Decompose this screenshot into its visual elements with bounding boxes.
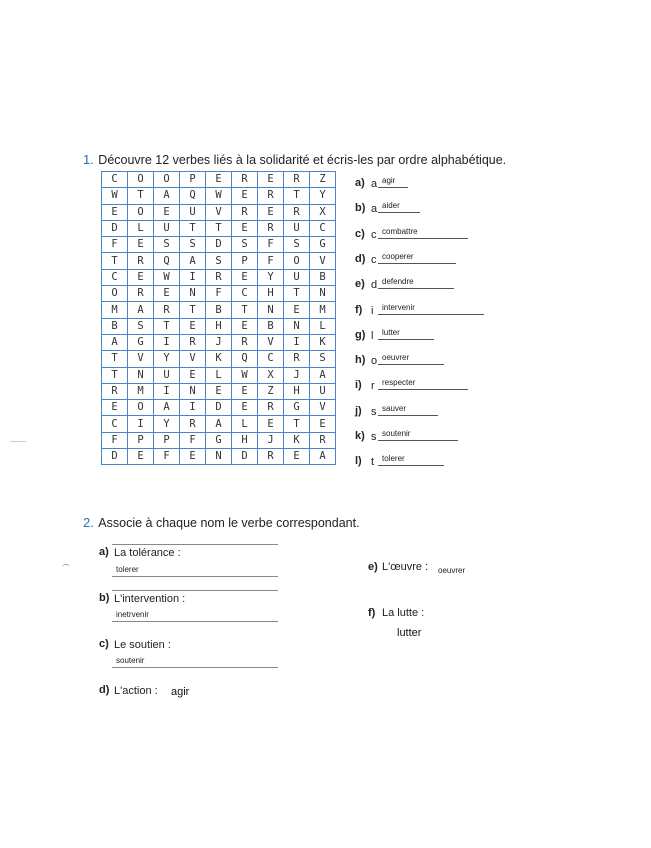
answer-line (378, 339, 434, 340)
grid-cell[interactable]: G (128, 334, 154, 350)
grid-cell[interactable]: O (284, 253, 310, 269)
answer-text[interactable]: sauver (382, 403, 407, 413)
grid-cell[interactable]: O (128, 172, 154, 188)
grid-cell[interactable]: E (232, 400, 258, 416)
grid-cell[interactable]: Q (180, 188, 206, 204)
grid-cell[interactable]: S (154, 237, 180, 253)
grid-cell[interactable]: Y (154, 351, 180, 367)
grid-row (102, 318, 336, 334)
grid-cell[interactable]: F (180, 432, 206, 448)
answer-first-letter: c (371, 253, 377, 266)
answer-line (378, 212, 420, 213)
answer-first-letter: c (371, 228, 377, 241)
grid-row (102, 383, 336, 399)
grid-cell[interactable]: V (180, 351, 206, 367)
grid-cell[interactable]: V (128, 351, 154, 367)
grid-cell[interactable]: N (128, 367, 154, 383)
grid-row (102, 220, 336, 236)
grid-cell[interactable]: N (284, 318, 310, 334)
grid-cell[interactable]: G (206, 432, 232, 448)
grid-cell[interactable]: N (180, 383, 206, 399)
grid-cell[interactable]: E (232, 188, 258, 204)
grid-cell[interactable]: I (284, 334, 310, 350)
grid-cell[interactable]: Q (232, 351, 258, 367)
grid-row (102, 367, 336, 383)
grid-cell[interactable]: A (310, 367, 336, 383)
grid-cell[interactable]: C (310, 220, 336, 236)
grid-cell[interactable]: T (232, 302, 258, 318)
grid-cell[interactable]: R (128, 253, 154, 269)
scan-mark (62, 564, 70, 571)
grid-cell[interactable]: R (232, 334, 258, 350)
grid-cell[interactable]: E (128, 237, 154, 253)
grid-cell[interactable]: K (310, 334, 336, 350)
ex2-label-a: a) (99, 546, 109, 558)
grid-cell[interactable]: E (232, 220, 258, 236)
grid-cell[interactable]: T (102, 253, 128, 269)
grid-cell[interactable]: L (128, 220, 154, 236)
grid-cell[interactable]: R (154, 302, 180, 318)
grid-cell[interactable]: S (310, 351, 336, 367)
grid-cell[interactable]: E (284, 449, 310, 465)
grid-cell[interactable]: R (128, 286, 154, 302)
grid-cell[interactable]: N (310, 286, 336, 302)
grid-cell[interactable]: U (154, 367, 180, 383)
answer-label: f) (355, 303, 363, 316)
grid-cell[interactable]: D (102, 220, 128, 236)
grid-cell[interactable]: U (310, 383, 336, 399)
answer-line (378, 440, 458, 441)
grid-cell[interactable]: H (206, 318, 232, 334)
grid-cell[interactable]: Y (310, 188, 336, 204)
grid-cell[interactable]: L (310, 318, 336, 334)
answer-first-letter: i (371, 304, 374, 317)
grid-cell[interactable]: F (206, 286, 232, 302)
answer-line (378, 389, 468, 390)
grid-cell[interactable]: H (258, 286, 284, 302)
grid-cell[interactable]: A (128, 302, 154, 318)
grid-cell[interactable]: O (128, 400, 154, 416)
answer-line (378, 187, 408, 188)
grid-cell[interactable]: T (154, 318, 180, 334)
grid-cell[interactable]: E (154, 204, 180, 220)
answer-text[interactable]: combattre (382, 226, 418, 236)
word-search-grid (101, 171, 336, 465)
answer-label: e) (355, 278, 365, 291)
grid-cell[interactable]: S (284, 237, 310, 253)
grid-cell[interactable]: N (180, 286, 206, 302)
grid-cell[interactable]: V (206, 204, 232, 220)
ex2-answer-f[interactable]: lutter (397, 627, 422, 639)
grid-cell[interactable]: B (102, 318, 128, 334)
grid-cell[interactable]: P (232, 253, 258, 269)
answer-label: j) (355, 404, 362, 417)
grid-cell[interactable]: D (232, 449, 258, 465)
grid-cell[interactable]: S (206, 253, 232, 269)
grid-cell[interactable]: I (154, 334, 180, 350)
grid-cell[interactable]: E (232, 318, 258, 334)
ex2-answer-e[interactable]: oeuvrer (438, 566, 466, 575)
grid-cell[interactable]: W (232, 367, 258, 383)
answer-first-letter: a (371, 203, 378, 216)
answer-line (378, 465, 444, 466)
grid-cell[interactable]: J (258, 432, 284, 448)
grid-cell[interactable]: R (258, 400, 284, 416)
grid-cell[interactable]: I (154, 383, 180, 399)
grid-cell[interactable]: T (128, 188, 154, 204)
grid-cell[interactable]: T (284, 188, 310, 204)
grid-row (102, 449, 336, 465)
grid-cell[interactable]: D (206, 400, 232, 416)
ex2-label-f: f) (368, 607, 376, 619)
grid-cell[interactable]: E (102, 400, 128, 416)
answer-text[interactable]: soutenir (382, 429, 411, 438)
grid-cell[interactable]: R (258, 188, 284, 204)
answer-line (378, 364, 444, 365)
grid-cell[interactable]: A (154, 400, 180, 416)
exercise-2-instruction: Associe à chaque nom le verbe correspondant. (98, 516, 360, 530)
grid-cell[interactable]: R (284, 351, 310, 367)
grid-cell[interactable]: Z (310, 172, 336, 188)
grid-cell[interactable]: C (102, 172, 128, 188)
grid-cell[interactable]: U (180, 204, 206, 220)
grid-cell[interactable]: I (180, 400, 206, 416)
exercise-1-number: 1. (83, 152, 94, 167)
grid-cell[interactable]: E (258, 204, 284, 220)
answer-text[interactable]: oeuvrer (382, 353, 410, 363)
ex2-answer-a[interactable]: tolerer (116, 565, 139, 574)
grid-cell[interactable]: O (102, 286, 128, 302)
grid-cell[interactable]: E (180, 367, 206, 383)
grid-cell[interactable]: F (154, 449, 180, 465)
grid-cell[interactable]: R (102, 383, 128, 399)
answer-label: l) (355, 455, 362, 468)
ex2-label-e: e) (368, 561, 378, 573)
answer-first-letter: d (371, 279, 378, 292)
grid-cell[interactable]: E (258, 172, 284, 188)
grid-cell[interactable]: B (310, 269, 336, 285)
answer-line (378, 263, 456, 264)
answer-line (378, 415, 438, 416)
grid-cell[interactable]: F (258, 253, 284, 269)
answer-label: i) (355, 379, 362, 392)
answer-line (112, 667, 278, 668)
answer-text[interactable]: respecter (382, 378, 416, 388)
answer-line (112, 576, 278, 577)
answer-line (378, 288, 454, 289)
grid-row (102, 253, 336, 269)
grid-cell[interactable]: A (102, 334, 128, 350)
grid-cell[interactable]: A (310, 449, 336, 465)
ex2-noun-c: Le soutien : (114, 639, 171, 651)
grid-cell[interactable]: N (206, 449, 232, 465)
ex2-label-d: d) (99, 684, 110, 696)
grid-row (102, 269, 336, 285)
grid-row (102, 204, 336, 220)
grid-cell[interactable]: P (180, 172, 206, 188)
grid-cell[interactable]: Y (258, 269, 284, 285)
grid-cell[interactable]: F (102, 432, 128, 448)
grid-cell[interactable]: W (206, 188, 232, 204)
grid-row (102, 172, 336, 188)
grid-cell[interactable]: T (180, 220, 206, 236)
grid-cell[interactable]: S (128, 318, 154, 334)
ex2-label-c: c) (99, 638, 109, 650)
answer-label: d) (355, 252, 366, 265)
grid-cell[interactable]: R (284, 204, 310, 220)
grid-cell[interactable]: C (102, 416, 128, 432)
grid-cell[interactable]: R (232, 172, 258, 188)
answer-first-letter: l (371, 329, 374, 342)
grid-cell[interactable]: T (206, 220, 232, 236)
grid-cell[interactable]: H (284, 383, 310, 399)
grid-cell[interactable]: J (206, 334, 232, 350)
answer-first-letter: s (371, 405, 377, 418)
grid-cell[interactable]: V (310, 400, 336, 416)
grid-cell[interactable]: E (206, 383, 232, 399)
answer-first-letter: t (371, 456, 375, 469)
grid-cell[interactable]: P (128, 432, 154, 448)
answer-first-letter: a (371, 178, 378, 190)
grid-cell[interactable]: A (154, 188, 180, 204)
grid-cell[interactable]: R (232, 204, 258, 220)
grid-cell[interactable]: Z (258, 383, 284, 399)
answer-text[interactable]: intervenir (382, 302, 415, 312)
answer-first-letter: o (371, 355, 378, 368)
ex2-answer-c[interactable]: soutenir (116, 656, 145, 665)
grid-cell[interactable]: I (128, 416, 154, 432)
ex2-noun-b: L'intervention : (114, 593, 186, 605)
answer-label: b) (355, 202, 366, 215)
grid-cell[interactable]: M (102, 302, 128, 318)
ex2-noun-d: L'action : (114, 685, 158, 697)
grid-cell[interactable]: X (310, 204, 336, 220)
answer-first-letter: r (371, 380, 375, 393)
grid-row (102, 351, 336, 367)
grid-cell[interactable]: E (180, 449, 206, 465)
grid-cell[interactable]: E (128, 449, 154, 465)
grid-cell[interactable]: K (206, 351, 232, 367)
grid-cell[interactable]: U (284, 220, 310, 236)
exercise-2-heading (83, 514, 360, 532)
grid-cell[interactable]: L (232, 416, 258, 432)
ex2-label-b: b) (99, 592, 110, 604)
grid-cell[interactable]: O (128, 204, 154, 220)
grid-cell[interactable]: E (206, 172, 232, 188)
answer-label: c) (355, 227, 365, 240)
grid-cell[interactable]: E (128, 269, 154, 285)
answer-text[interactable]: defendre (382, 277, 414, 287)
grid-cell[interactable]: W (102, 188, 128, 204)
grid-cell[interactable]: U (154, 220, 180, 236)
grid-cell[interactable]: U (284, 269, 310, 285)
grid-cell[interactable]: B (206, 302, 232, 318)
grid-cell[interactable]: R (258, 449, 284, 465)
answer-line (112, 621, 278, 622)
grid-cell[interactable]: E (154, 286, 180, 302)
answer-label: k) (355, 430, 365, 442)
answer-text[interactable]: tolerer (382, 454, 405, 464)
exercise-1-heading (83, 151, 506, 169)
grid-row (102, 416, 336, 432)
ex2-noun-a: La tolérance : (114, 547, 181, 559)
ex2-noun-f: La lutte : (382, 607, 425, 619)
ex2-answer-b[interactable]: inetrvenir (116, 610, 149, 619)
grid-cell[interactable]: H (232, 432, 258, 448)
grid-cell[interactable]: P (154, 432, 180, 448)
answer-text[interactable]: lutter (382, 327, 400, 337)
grid-cell[interactable]: T (180, 302, 206, 318)
grid-cell[interactable]: D (206, 237, 232, 253)
grid-cell[interactable]: N (258, 302, 284, 318)
grid-cell[interactable]: G (310, 237, 336, 253)
grid-cell[interactable]: G (284, 400, 310, 416)
grid-cell[interactable]: Q (154, 253, 180, 269)
grid-row (102, 188, 336, 204)
grid-cell[interactable]: T (284, 286, 310, 302)
exercise-2-number: 2. (83, 515, 94, 530)
grid-cell[interactable]: E (310, 416, 336, 432)
grid-cell[interactable]: K (284, 432, 310, 448)
grid-cell[interactable]: R (180, 416, 206, 432)
grid-cell[interactable]: O (154, 172, 180, 188)
grid-cell[interactable]: W (154, 269, 180, 285)
grid-cell[interactable]: E (180, 318, 206, 334)
grid-cell[interactable]: R (180, 334, 206, 350)
grid-cell[interactable]: C (102, 269, 128, 285)
grid-cell[interactable]: C (258, 351, 284, 367)
answer-line (112, 590, 278, 591)
grid-cell[interactable]: A (180, 253, 206, 269)
grid-cell[interactable]: J (284, 367, 310, 383)
grid-cell[interactable]: V (310, 253, 336, 269)
answer-text[interactable]: aider (382, 201, 400, 211)
answer-line (378, 238, 468, 239)
grid-cell[interactable]: T (102, 367, 128, 383)
grid-row (102, 237, 336, 253)
grid-cell[interactable]: S (180, 237, 206, 253)
grid-cell[interactable]: R (284, 172, 310, 188)
grid-cell[interactable]: F (102, 237, 128, 253)
grid-cell[interactable]: R (258, 220, 284, 236)
grid-row (102, 286, 336, 302)
grid-cell[interactable]: T (102, 351, 128, 367)
exercise-1-instruction: Découvre 12 verbes liés à la solidarité et écris-les par ordre alphabétique. (98, 153, 507, 167)
grid-row (102, 432, 336, 448)
grid-cell[interactable]: I (180, 269, 206, 285)
grid-cell[interactable]: V (258, 334, 284, 350)
answer-label: h) (355, 354, 366, 367)
grid-cell[interactable]: R (206, 269, 232, 285)
grid-cell[interactable]: Y (154, 416, 180, 432)
grid-cell[interactable]: F (258, 237, 284, 253)
grid-row (102, 302, 336, 318)
grid-cell[interactable]: L (206, 367, 232, 383)
grid-cell[interactable]: B (258, 318, 284, 334)
ex2-noun-e: L'œuvre : (382, 561, 429, 573)
answer-label: a) (355, 177, 365, 189)
ex2-answer-d[interactable]: agir (171, 686, 190, 698)
grid-cell[interactable]: M (128, 383, 154, 399)
grid-cell[interactable]: D (102, 449, 128, 465)
grid-cell[interactable]: E (284, 302, 310, 318)
answer-line (112, 544, 278, 545)
grid-cell[interactable]: E (232, 383, 258, 399)
grid-row (102, 400, 336, 416)
answer-line (378, 314, 484, 315)
answer-label: g) (355, 328, 366, 341)
grid-cell[interactable]: T (284, 416, 310, 432)
grid-cell[interactable]: E (102, 204, 128, 220)
grid-cell[interactable]: S (232, 237, 258, 253)
grid-row (102, 334, 336, 350)
grid-cell[interactable]: R (310, 432, 336, 448)
answer-text[interactable]: cooperer (382, 251, 414, 261)
grid-cell[interactable]: E (258, 416, 284, 432)
answer-first-letter: s (371, 431, 377, 443)
grid-cell[interactable]: M (310, 302, 336, 318)
grid-cell[interactable]: C (232, 286, 258, 302)
scan-mark (10, 441, 26, 442)
answer-text[interactable]: agir (382, 176, 396, 185)
grid-cell[interactable]: E (232, 269, 258, 285)
grid-cell[interactable]: A (206, 416, 232, 432)
grid-cell[interactable]: X (258, 367, 284, 383)
